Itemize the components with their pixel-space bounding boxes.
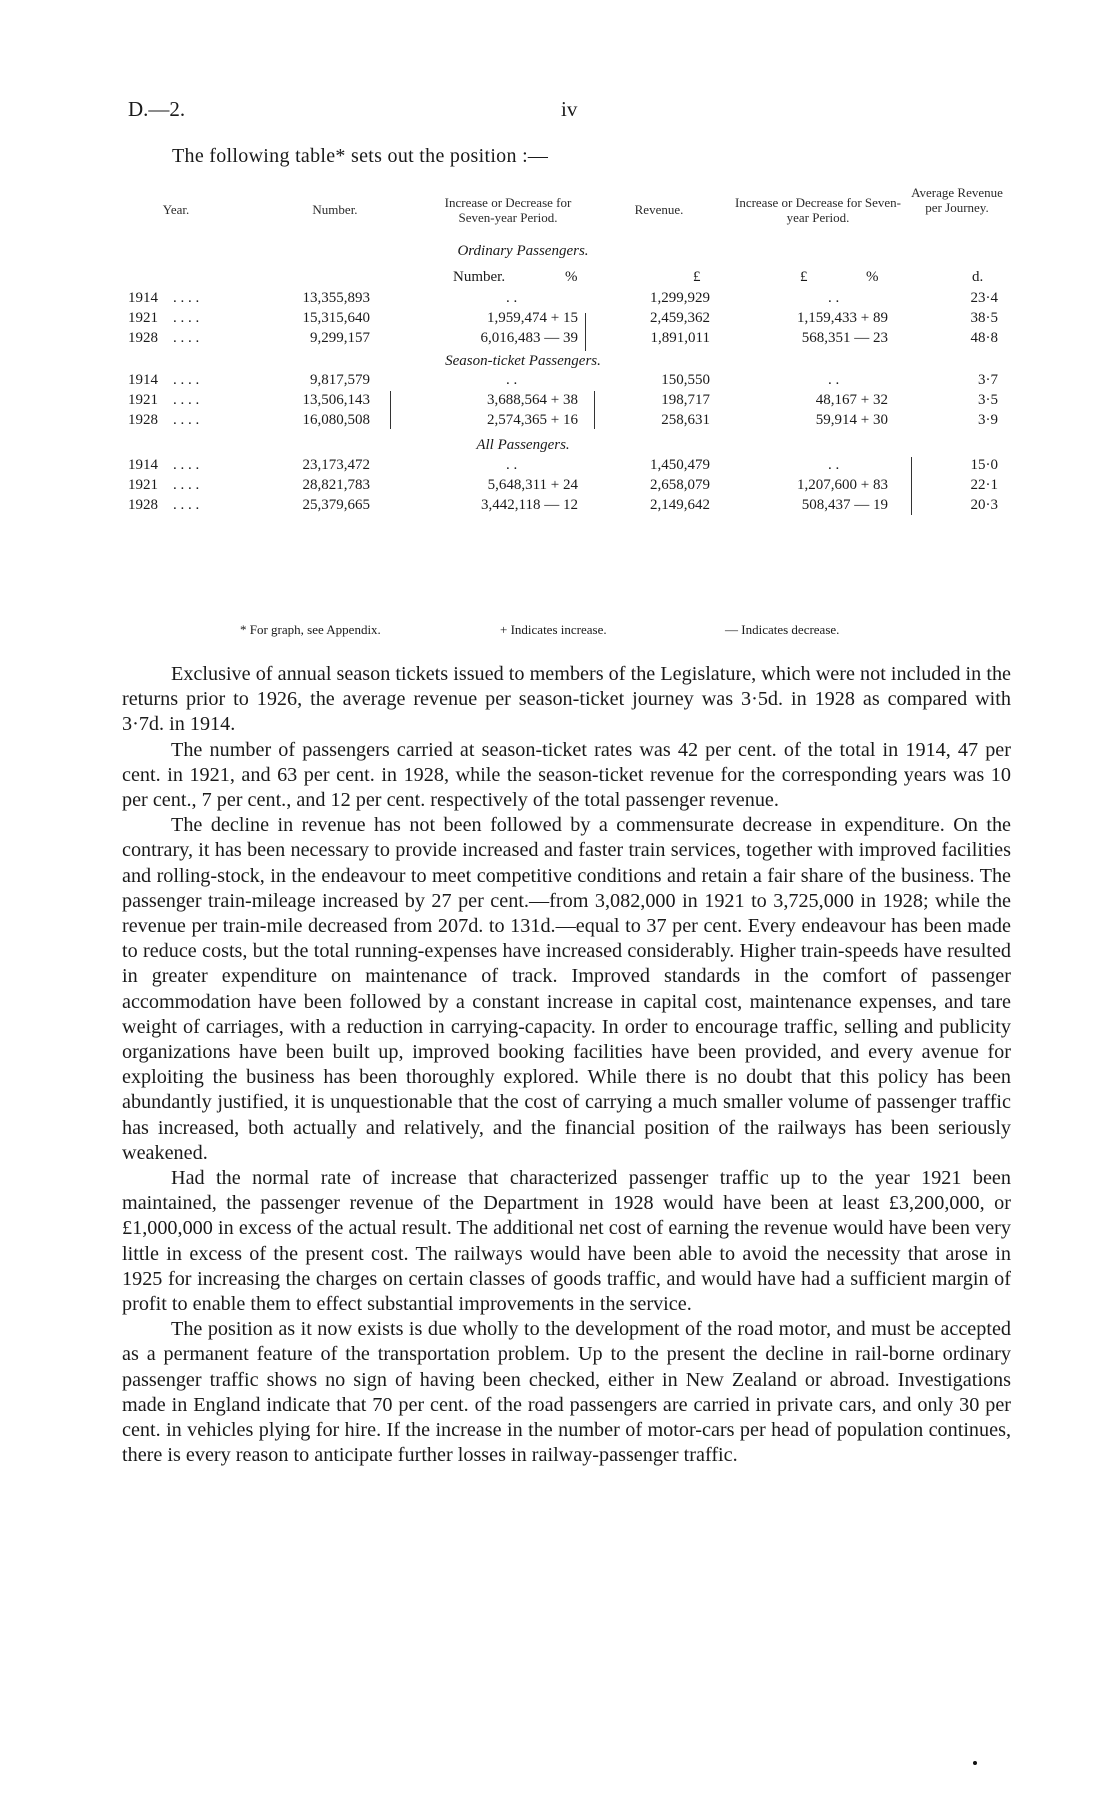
footnote-graph: * For graph, see Appendix. <box>240 622 381 637</box>
table-cell-revenue: 1,891,011 <box>650 330 710 346</box>
table-cell-revenue: 1,299,929 <box>650 290 710 306</box>
table-cell-number-change: 2,574,365 + 16 <box>487 412 578 428</box>
table-cell-revenue: 1,450,479 <box>650 457 710 473</box>
table-cell-average: 23·4 <box>970 290 998 306</box>
table-cell-number-change: 1,959,474 + 15 <box>487 310 578 326</box>
col-header-number-change: Increase or Decrease for Seven-year Period. <box>444 195 572 225</box>
table-cell-average: 3·9 <box>978 412 998 428</box>
col-header-revenue-change: Increase or Decrease for Seven-year Period. <box>734 195 901 225</box>
table-cell-leader: . . . . <box>173 372 200 388</box>
section-title-all: All Passengers. <box>476 437 570 453</box>
table-cell-leader: . . . . <box>173 477 200 493</box>
table-cell-number: 28,821,783 <box>302 477 370 493</box>
table-cell-year: 1921 <box>128 310 158 326</box>
column-rule <box>594 391 595 429</box>
unit-percent-2: % <box>866 269 879 285</box>
table-cell-average: 48·8 <box>970 330 998 346</box>
column-rule <box>585 313 586 351</box>
table-cell-revenue: 2,149,642 <box>650 497 710 513</box>
section-title-season: Season-ticket Passengers. <box>445 353 601 369</box>
table-cell-year: 1914 <box>128 372 158 388</box>
table-cell-revenue-change: . . <box>828 372 840 388</box>
table-cell-revenue: 2,658,079 <box>650 477 710 493</box>
section-title-ordinary: Ordinary Passengers. <box>457 243 589 259</box>
table-cell-year: 1921 <box>128 477 158 493</box>
unit-pence: d. <box>972 269 984 285</box>
table-cell-revenue-change: . . <box>828 290 840 306</box>
table-cell-year: 1928 <box>128 412 158 428</box>
table-cell-revenue-change: . . <box>828 457 840 473</box>
table-cell-number: 13,355,893 <box>302 290 370 306</box>
table-cell-number: 23,173,472 <box>302 457 370 473</box>
table-cell-leader: . . . . <box>173 457 200 473</box>
table-cell-year: 1928 <box>128 497 158 513</box>
col-header-average: Average Revenue per Journey. <box>911 185 1003 215</box>
table-cell-revenue-change: 48,167 + 32 <box>815 392 888 408</box>
table-cell-number: 9,817,579 <box>310 372 370 388</box>
col-header-year: Year. <box>162 202 190 217</box>
table-cell-revenue: 150,550 <box>661 372 710 388</box>
table-cell-number-change: 6,016,483 — 39 <box>480 330 578 346</box>
table-cell-average: 3·7 <box>978 372 998 388</box>
table-cell-number-change: . . <box>506 290 518 306</box>
table-cell-number-change: 3,442,118 — 12 <box>481 497 578 513</box>
table-cell-number: 13,506,143 <box>302 392 370 408</box>
table-cell-average: 15·0 <box>970 457 998 473</box>
table-cell-number: 15,315,640 <box>302 310 370 326</box>
col-header-revenue: Revenue. <box>634 202 684 217</box>
column-rule <box>911 457 912 515</box>
document-reference: D.—2. <box>128 97 186 121</box>
table-cell-year: 1921 <box>128 392 158 408</box>
table-cell-leader: . . . . <box>173 412 200 428</box>
table-cell-average: 20·3 <box>970 497 998 513</box>
table-cell-number: 16,080,508 <box>302 412 370 428</box>
table-cell-leader: . . . . <box>173 330 200 346</box>
table-cell-year: 1914 <box>128 457 158 473</box>
paragraph: The position as it now exists is due wholly to the development of the road motor, and must be accepted as a permanent feature of the transportation problem. Up to the present the decline in rail-borne ordinary passenger traffic shows no sign of having been checked, either in New Zealand or abroad. Investigations made in England indicate that 70 per cent. of the road passengers are carried in private cars, and only 30 per cent. in vehicles plying for hire. If the increase in the number of motor-cars per head of population continues, there is every reason to anticipate further losses in railway-passenger traffic. <box>122 1318 1011 1467</box>
print-mark <box>973 1761 977 1765</box>
paragraph: Exclusive of annual season tickets issued to members of the Legislature, which were not included in the returns prior to 1926, the average revenue per season-ticket journey was 3·5d. in 1928 as compared with 3·7d. in 1914. <box>122 663 1011 736</box>
footnote-minus: — Indicates decrease. <box>725 622 840 637</box>
table-cell-revenue-change: 59,914 + 30 <box>815 412 888 428</box>
table-cell-leader: . . . . <box>173 392 200 408</box>
footnote-plus: + Indicates increase. <box>500 622 607 637</box>
table-intro: The following table* sets out the position :— <box>172 145 549 167</box>
table-cell-revenue-change: 1,207,600 + 83 <box>797 477 888 493</box>
paragraph: The number of passengers carried at season-ticket rates was 42 per cent. of the total in 1914, 47 per cent. in 1921, and 63 per cent. in 1928, while the season-ticket revenue for the corresponding years was 10 per cent., 7 per cent., and 12 per cent. respectively of the total passenger revenue. <box>122 738 1011 812</box>
page-number: iv <box>561 97 578 121</box>
column-rule <box>390 391 391 429</box>
table-cell-average: 22·1 <box>970 477 998 493</box>
paragraph: The decline in revenue has not been followed by a commensurate decrease in expenditure. On the contrary, it has been necessary to provide increased and faster train services, together with improved facilities and rolling-stock, in the endeavour to meet competitive conditions and retain a fair share of the business. The passenger train-mileage increased by 27 per cent.—from 3,082,000 in 1921 to 3,725,000 in 1928; while the revenue per train-mile decreased from 207d. to 131d.—equal to 37 per cent. Every endeavour has been made to reduce costs, but the total running-expenses have increased considerably. Higher train-speeds have resulted in greater expenditure on maintenance of track. Improved standards in the comfort of passenger accommodation have been followed by a constant increase in capital cost, maintenance expenses, and tare weight of carriages, with a reduction in carrying-capacity. In order to encourage traffic, selling and publicity organizations have been built up, improved booking facilities have been provided, and every avenue for exploiting the business has been thoroughly explored. While there is no doubt that this policy has been abundantly justified, it is unquestionable that the cost of carrying a much smaller volume of passenger traffic has increased, both actually and relatively, and the financial position of the railways has been seriously weakened. <box>122 814 1011 1164</box>
table-cell-revenue: 198,717 <box>661 392 710 408</box>
table-cell-average: 3·5 <box>978 392 998 408</box>
table-cell-number-change: . . <box>506 372 518 388</box>
body-text <box>122 662 1011 1469</box>
paragraph: Had the normal rate of increase that characterized passenger traffic up to the year 1921 been maintained, the passenger revenue of the Department in 1928 would have been at least £3,200,000, or £1,000,000 in excess of the actual result. The additional net cost of earning the revenue would have been very little in excess of the present cost. The railways would have been able to avoid the necessity that arose in 1925 for increasing the charges on certain classes of goods traffic, and would have had a sufficient margin of profit to enable them to effect substantial improvements in the service. <box>122 1167 1011 1316</box>
table-cell-year: 1914 <box>128 290 158 306</box>
table-cell-number: 9,299,157 <box>310 330 370 346</box>
table-cell-leader: . . . . <box>173 290 200 306</box>
table-cell-number-change: 3,688,564 + 38 <box>487 392 578 408</box>
table-cell-leader: . . . . <box>173 497 200 513</box>
unit-pound-1: £ <box>693 269 701 285</box>
table-cell-revenue: 2,459,362 <box>650 310 710 326</box>
table-cell-year: 1928 <box>128 330 158 346</box>
table-cell-revenue-change: 1,159,433 + 89 <box>797 310 888 326</box>
table-cell-revenue: 258,631 <box>661 412 710 428</box>
unit-number: Number. <box>453 269 506 285</box>
unit-pound-2: £ <box>800 269 808 285</box>
table-cell-revenue-change: 508,437 — 19 <box>801 497 888 513</box>
table-cell-leader: . . . . <box>173 310 200 326</box>
unit-percent-1: % <box>565 269 578 285</box>
table-cell-number: 25,379,665 <box>302 497 370 513</box>
table-cell-revenue-change: 568,351 — 23 <box>801 330 888 346</box>
table-cell-average: 38·5 <box>970 310 998 326</box>
col-header-number: Number. <box>312 202 358 217</box>
table-cell-number-change: 5,648,311 + 24 <box>487 477 578 493</box>
table-cell-number-change: . . <box>506 457 518 473</box>
